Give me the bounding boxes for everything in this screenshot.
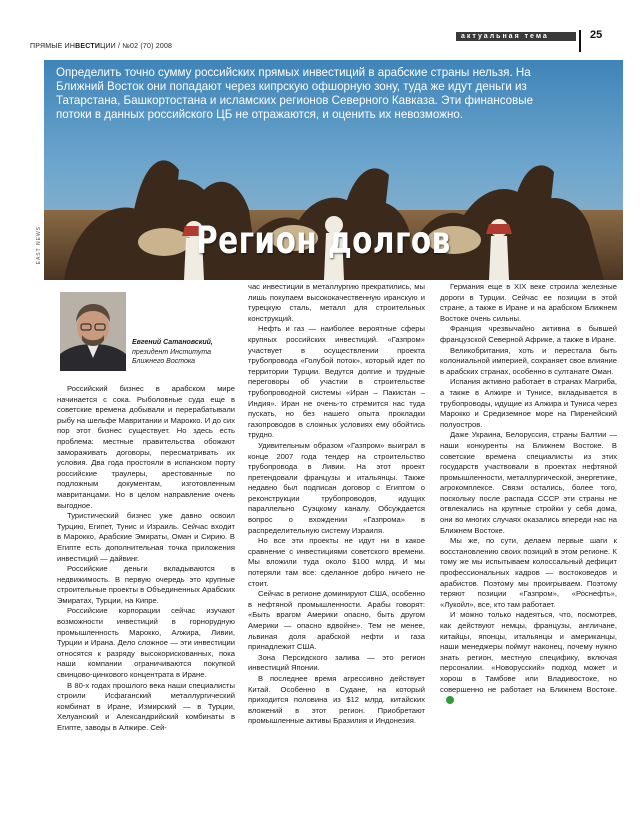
author-title: президент Института Ближнего Востока — [132, 349, 212, 365]
paragraph: Российские корпорации сейчас изучают возможности инвестиций в горнорудную промышленность Марокко, Алжира, Ливии, Турции и Ирана. Дело сложное — эти инвестиции относятся к разряду высокорискованных, пока наши компании ограничиваются покупкой свинцово-цинкового концентрата в Иране. — [57, 606, 235, 680]
paragraph: В 80-х годах прошлого века наши специалисты строили Исфаганский металлургический комбинат в Иране, Измирский — в Турции, Хелуанский и Александрийский комбинаты в Египте, заводы в Алжире. Сей- — [57, 680, 235, 732]
paragraph: Туристический бизнес уже давно освоил Турцию, Египет, Тунис и Израиль. Сейчас входит в Марокко, Арабские Эмираты, Оман и Сирию. В Египте есть дополнительная точка приложения инвестиций — дайвинг. — [57, 511, 235, 563]
paragraph: Франция чрезвычайно активна в бывшей французской Северной Африке, а также в Иране. — [440, 324, 617, 344]
article-column-3 — [440, 282, 617, 706]
paragraph: Германия еще в XIX веке строила железные дороги в Турции. Сейчас ее позиции в этой стране, а также в Иране и на арабском Ближнем Востоке очень сильны. — [440, 282, 617, 323]
final-paragraph — [440, 610, 617, 705]
section-label: актуальная тема — [461, 33, 549, 40]
paragraph: Зона Персидского залива — это регион инвестиций Японии. — [248, 652, 425, 673]
publication-line — [30, 43, 172, 50]
paragraph: Но все эти проекты не идут ни в какое сравнение с инвестициями советского времени. Мы вложили туда около $100 млрд. И мы потеряли там все: сделанное добро ничего не стоит. — [248, 536, 425, 588]
publication-prefix: ПРЯМЫЕ ИН — [30, 43, 76, 50]
author-name: Евгений Сатановский, — [132, 339, 213, 346]
photo-credit: EAST NEWS — [36, 226, 42, 265]
page-number: 25 — [590, 29, 603, 41]
paragraph: Мы же, по сути, делаем первые шаги к восстановлению своих позиций в этом регионе. К тому же мы испытываем колоссальный дефицит профессиональных кадров — востоковедов и арабистов. Поэтому мы проигрываем. Поэтому теряют позиции «Газпром», «Роснефть», «Лукойл», все, кто там работает. — [440, 536, 617, 609]
publication-bold: ВЕСТИ — [75, 43, 101, 50]
paragraph: час инвестиции в металлургию прекратились, мы лишь покупаем высококачественную иранскую и турецкую сталь, металл для строительных конструкций. — [248, 282, 425, 323]
author-photo — [60, 292, 126, 371]
paragraph: В последнее время агрессивно действует Китай. Особенно в Судане, на который приходится половина из $12 млрд. китайских вложений в этот регион. Приобретают промышленные активы Бразилия и Индонезия. — [248, 673, 425, 726]
paragraph: Испания активно работает в странах Магриба, а также в Алжире и Тунисе, вкладывается в трубопроводы, идущие из Алжира и Туниса через Марокко и Средиземное море на Пиренейский полуостров. — [440, 377, 617, 429]
paragraph: Даже Украина, Белоруссия, страны Балтии — наши конкуренты на Ближнем Востоке. В советские времена специалисты из этих государств участвовали в проектах нефтяной промышленности, металлургической, энергетике, агрокомплексе. Связи остались, более того, поскольку после распада СССР эти страны не отвлекались на крупные стройки у себя дома, они во многих случаях оказались впереди нас на Ближнем Востоке. — [440, 430, 617, 535]
article-column-1 — [57, 384, 235, 734]
paragraph: Сейчас в регионе доминируют США, особенно в нефтяной промышленности. Арабы говорят: «Быть врагом Америки опасно, быть другом Америки — опасно вдвойне». Тем не менее, львиная доля арабской нефти и газа принадлежит США. — [248, 589, 425, 652]
article-headline: Регион долгов — [196, 219, 451, 262]
paragraph: Великобритания, хоть и перестала быть колониальной империей, сохраняет свое влияние в арабских странах, особенно в султанате Оман. — [440, 345, 617, 376]
paragraph: Удивительным образом «Газпром» выиграл в конце 2007 года тендер на строительство трубопровода в Ливии. На этот проект претендовали французы и итальянцы. Также недавно был подписан договор с Египтом о реконструкции трубопроводов, идущих параллельно Суэцкому каналу. Обсуждается вопрос о вхождении «Газпрома» в распределительную систему Израиля. — [248, 440, 425, 535]
paragraph: Российский бизнес в арабском мире начинается с сока. Рыболовные суда еще в советские времена добывали и перерабатывали рыбу на шельфе Мавритании и Марокко. И до сих пор этот бизнес существует. Но здесь есть проблема: местные правительства обожают замораживать договоры, пересматривать их условия. Два года простояли в испанском порту российские траулеры, арестованные по подложным документам, изготовленным мавританцами. Но в целом направление очень выгодное. — [57, 384, 235, 510]
author-portrait — [60, 292, 126, 371]
publication-suffix: ЦИИ / №02 (70) 2008 — [100, 43, 173, 50]
paragraph: Российские деньги вкладываются в недвижимость. В первую очередь это крупные строительные проекты в Объединенных Арабских Эмиратах, Турции, на Кипре. — [57, 564, 235, 605]
end-of-article-icon — [446, 696, 454, 704]
paragraph: Нефть и газ — наиболее вероятные сферы крупных российских инвестиций. «Газпром» участвует в осуществлении проекта трубопровода «Голубой поток», который идет по территории Турции. Ведутся долгие и трудные переговоры об участии в строительстве трубопроводной системы «Иран – Пакистан – Индия». Иран не очень-то стремится нас туда пускать, но без нашего опыта прокладки газопроводов в сложных условиях ему обойтись трудно. — [248, 324, 425, 440]
header-divider — [579, 30, 581, 52]
lead-text: Определить точно сумму российских прямых инвестиций в арабские страны нельзя. На Ближний Восток они попадают через кипрскую офшорную зону, туда же идут деньги из Татарстана, Башкортостана и исламских регионов Северного Кавказа. Эти финансовые потоки в данных российского ЦБ не отражаются, и оценить их невозможно. — [56, 66, 534, 121]
paragraph-text: И можно только надеяться, что, посмотрев, как действуют немцы, французы, англичане, китайцы, японцы, итальянцы и американцы, наши менеджеры поймут наконец, почему нужно знать регион, местную специфику, включая персоналии. «Новорусский» подход может и хорош в Тамбове или Владивостоке, но совершенно не работает на Ближнем Востоке. — [440, 610, 617, 694]
article-column-2 — [248, 282, 425, 727]
